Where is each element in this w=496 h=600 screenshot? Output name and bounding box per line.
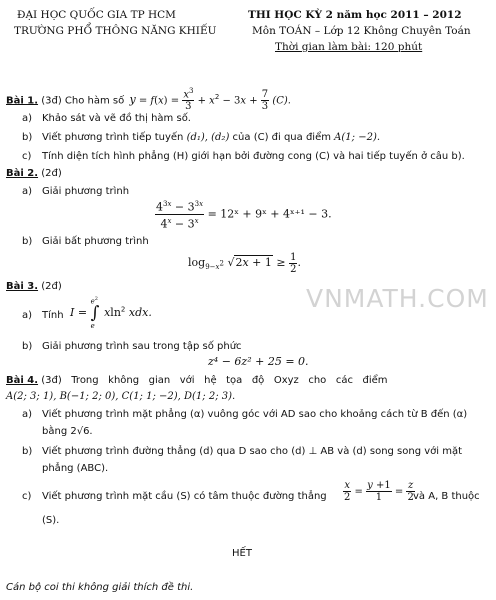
problem-2a: Giải phương trình (42, 186, 130, 197)
equation-fraction: $\frac{4^{3x} - 3^{3x}}{4^x - 3^x}$ (156, 200, 204, 231)
university-name: ĐẠI HỌC QUỐC GIA TP HCM (17, 9, 176, 21)
fraction-7-over-3: $\frac{7}{3}$ (261, 89, 269, 113)
problem-1b-text-2: của (C) đi qua điểm (232, 132, 331, 143)
problem-3-statement (6, 280, 62, 293)
problem-1c-marker: c) (22, 151, 32, 162)
problem-1-statement: Bài 1. (3đ) Cho hàm số y = f(x) = $\frac{x^3}{3}$ + $x^2 - 3x$ + $\frac{7}{3}$ (C). (6, 87, 291, 113)
fraction-z-over-2: $\frac{z}{2}$ (407, 480, 414, 503)
problem-4c-text: Viết phương trình mặt cầu (S) có tâm thuộc đường thẳng (42, 491, 327, 502)
problem-2-points: (2đ) (41, 168, 62, 179)
log-inequality: $\log_{9-x^2} √2x + 1$ ≥ $\frac{1}{2}$ . (188, 252, 301, 275)
school-name: TRƯỜNG PHỔ THÔNG NĂNG KHIẾU (14, 25, 217, 37)
problem-4-statement (6, 374, 388, 387)
line-equation: $\frac{x}{2}$ = $\frac{y +1}{1}$ = $\frac{z}{2}$ (344, 480, 414, 503)
watermark: VNMATH.COM (306, 284, 489, 313)
problem-3b: Giải phương trình sau trong tập số phức (42, 341, 242, 352)
problem-3-points: (2đ) (41, 281, 62, 292)
fraction-x3-over-3: $\frac{x^3}{3}$ (183, 87, 194, 113)
problem-1a: Khảo sát và vẽ đồ thị hàm số. (42, 113, 191, 124)
problem-3a-text: Tính (42, 310, 64, 321)
problem-3a-marker: a) (22, 310, 33, 321)
problem-4a-marker: a) (22, 409, 33, 420)
proctor-note: Cán bộ coi thi không giải thích đề thi. (6, 582, 194, 593)
problem-4b-marker: b) (22, 446, 33, 457)
time-limit: Thời gian làm bài: 120 phút (275, 41, 423, 53)
problem-1b-marker: b) (22, 132, 33, 143)
problem-4c-text-2: và A, B thuộc (413, 491, 480, 502)
subject-line: Môn TOÁN – Lớp 12 Không Chuyên Toán (252, 25, 471, 37)
curve-label: (C). (272, 95, 291, 107)
problem-4a-line2: bằng 2√6. (42, 426, 93, 437)
exponential-equation (155, 198, 332, 230)
exam-title: THI HỌC KỲ 2 năm học 2011 – 2012 (248, 9, 462, 21)
problem-2b-marker: b) (22, 236, 33, 247)
problem-3a (42, 309, 64, 322)
problem-2-statement (6, 167, 62, 180)
problem-4-intro: (3đ) Trong không gian với hệ tọa độ Oxyz cho các điểm (41, 375, 388, 386)
problem-1c: Tính diện tích hình phẳng (H) giới hạn bởi đường cong (C) và hai tiếp tuyến ở câu b). (42, 151, 465, 162)
problem-2a-marker: a) (22, 186, 33, 197)
complex-equation: z⁴ − 6z² + 25 = 0. (208, 355, 309, 368)
problem-4a-line1: Viết phương trình mặt phẳng (α) vuông góc với AD sao cho khoảng cách từ B đến (α) (42, 409, 468, 420)
problem-3-label: Bài 3. (6, 281, 39, 292)
fraction-1-over-2: $\frac{1}{2}$ (290, 252, 297, 275)
problem-1-label: Bài 1. (6, 95, 39, 107)
problem-2b: Giải bất phương trình (42, 236, 149, 247)
problem-4b-line1: Viết phương trình đường thẳng (d) qua D sao cho (d) ⊥ AB và (d) song song với mặt (42, 446, 463, 457)
problem-4c-marker: c) (22, 491, 32, 502)
problem-3b-marker: b) (22, 341, 33, 352)
fraction-x-over-2: $\frac{x}{2}$ (344, 480, 351, 503)
problem-4b-line2: phẳng (ABC). (42, 463, 109, 474)
integral-sign: $e^2$ ∫ e (90, 296, 100, 330)
fraction-y-plus-1-over-1: $\frac{y +1}{1}$ (367, 480, 391, 503)
point-a: A(1; −2). (334, 132, 381, 143)
integral-expression: I = $e^2$ ∫ e xln$^2$ xdx. (70, 296, 152, 330)
problem-1b-text: Viết phương trình tiếp tuyến (42, 132, 184, 143)
equation-rhs: = 12ˣ + 9ˣ + 4ˣ⁺¹ − 3. (207, 207, 332, 221)
problem-4c-line2: (S). (42, 515, 60, 526)
problem-4-label: Bài 4. (6, 375, 39, 386)
problem-1-points: (3đ) Cho hàm số (41, 95, 125, 107)
problem-1b (42, 131, 380, 144)
problem-1a-marker: a) (22, 113, 33, 124)
points-list: A(2; 3; 1), B(−1; 2; 0), C(1; 1; −2), D(1; 2; 3). (6, 391, 236, 402)
function-definition: y (129, 93, 136, 107)
problem-2-label: Bài 2. (6, 168, 39, 179)
end-marker: HẾT (232, 548, 252, 559)
tangent-names: (d₁), (d₂) (186, 132, 230, 143)
